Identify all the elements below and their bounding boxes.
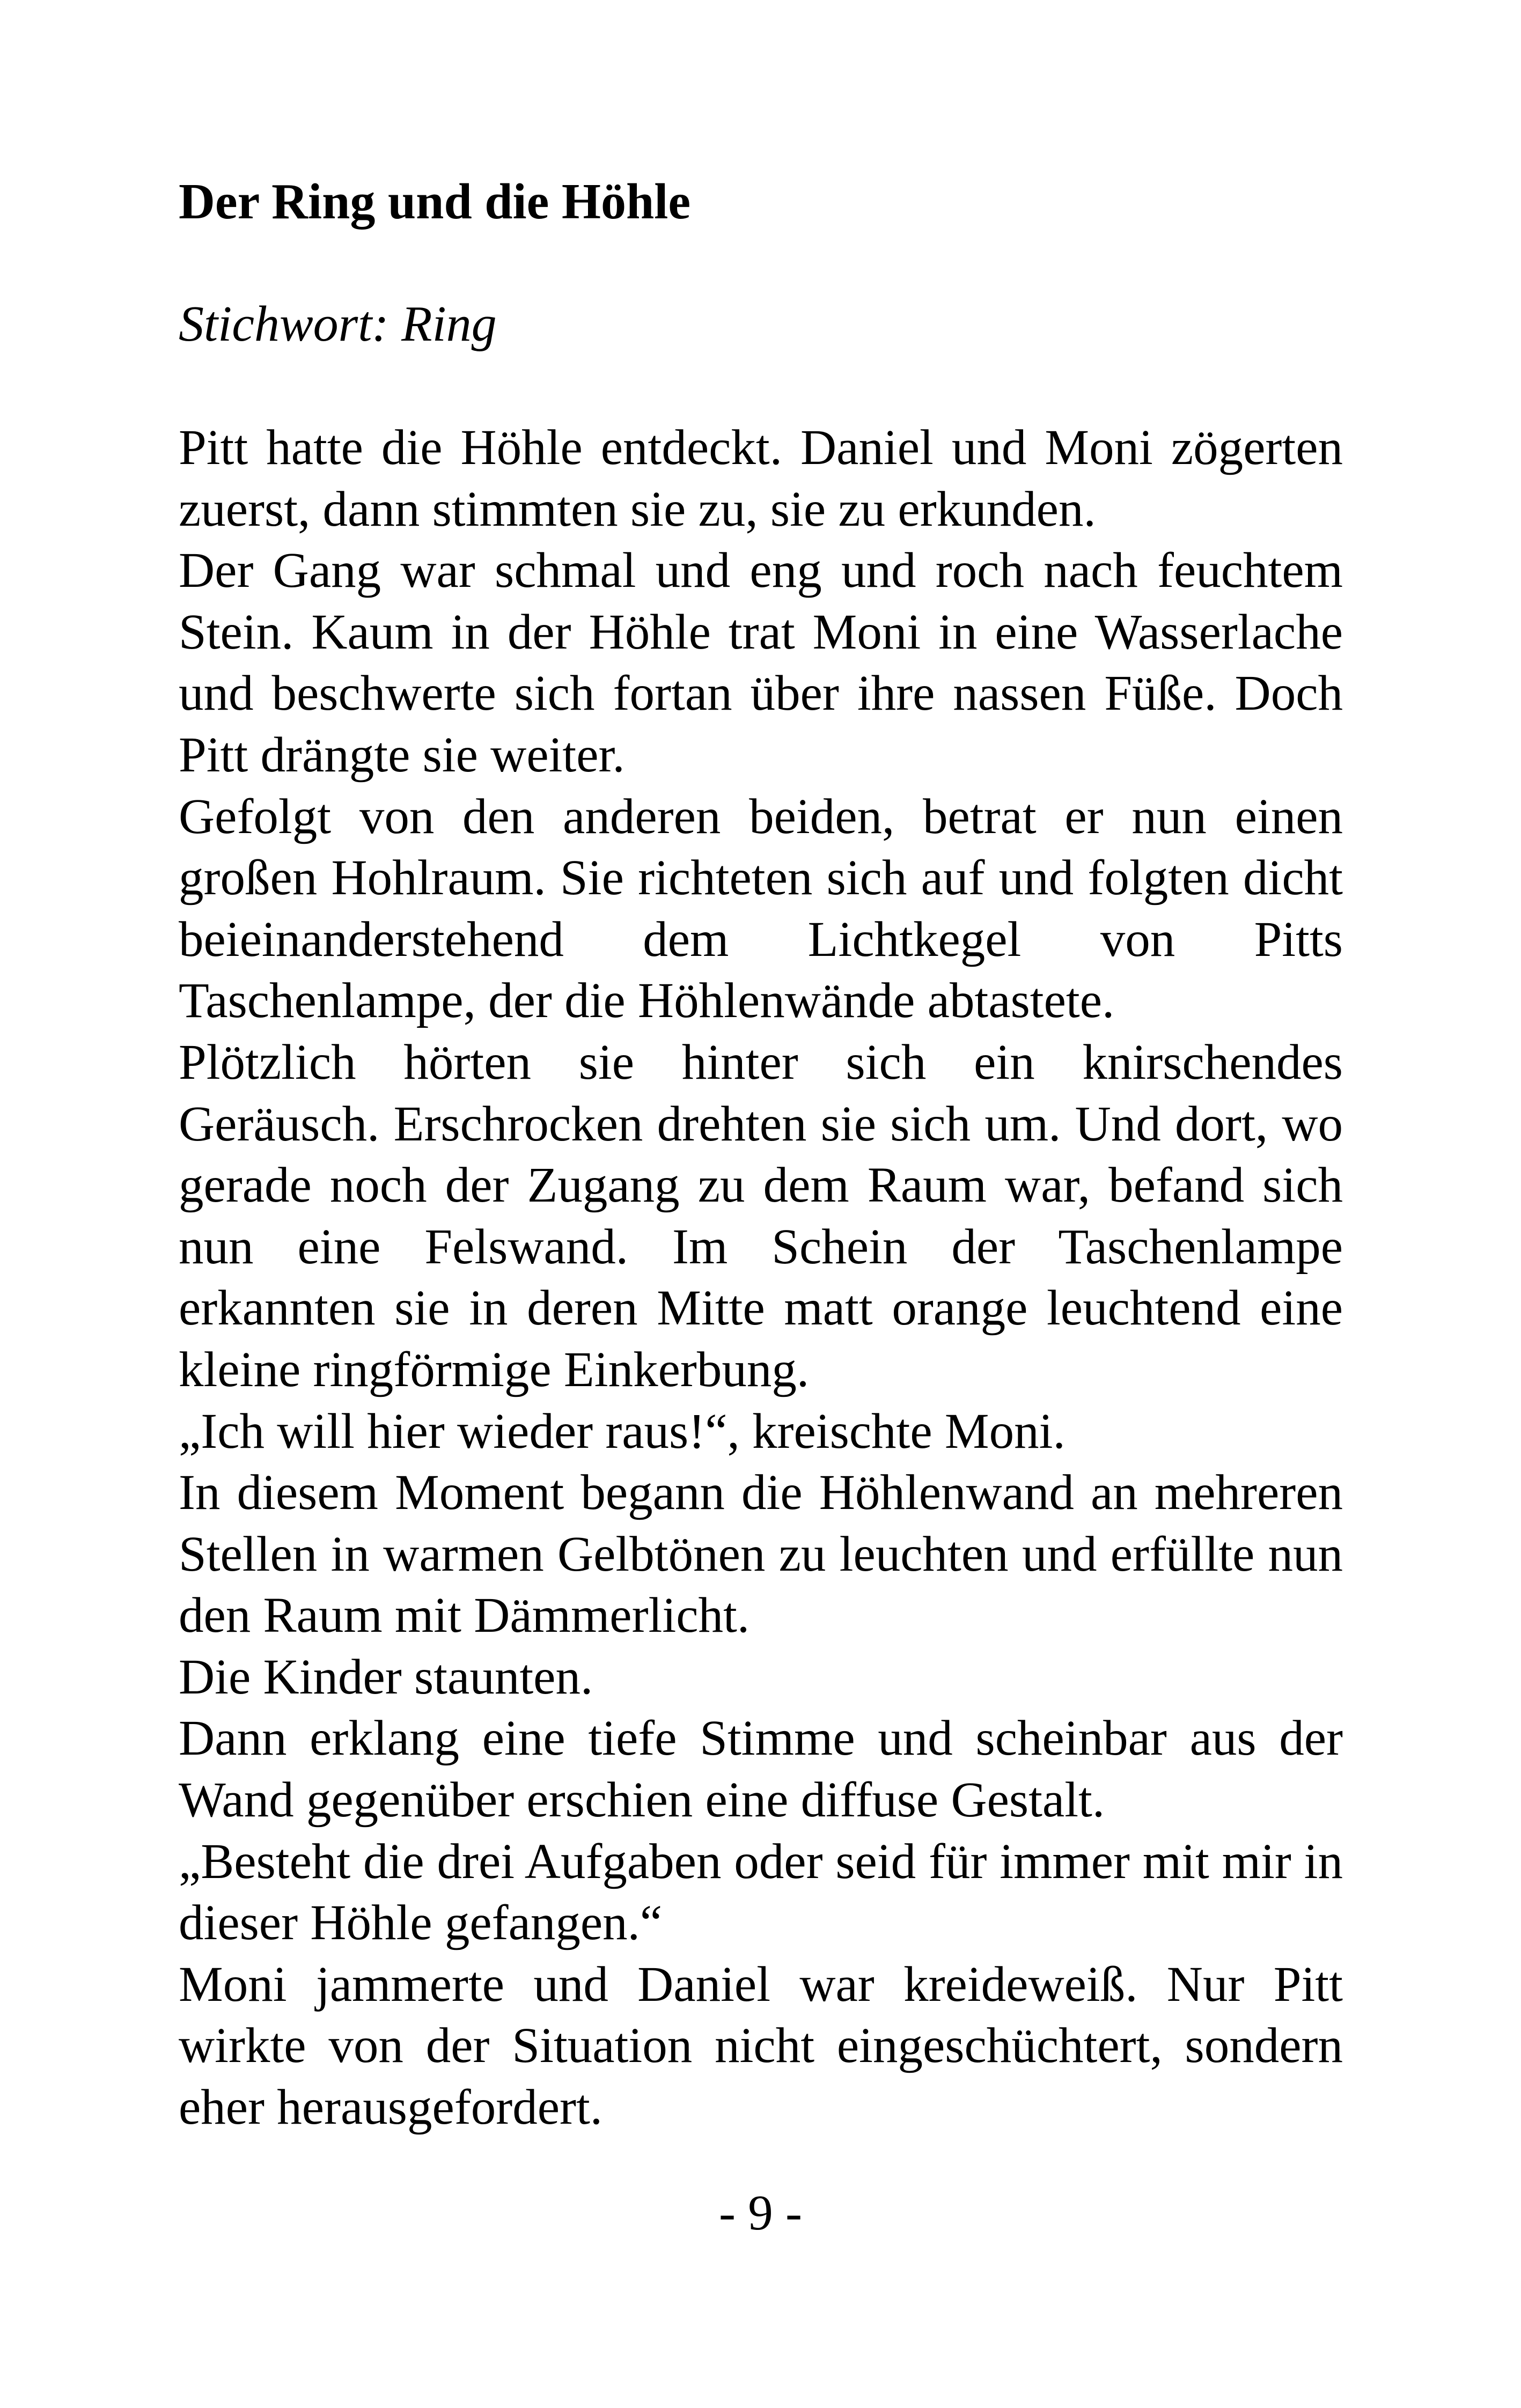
paragraph: Pitt hatte die Höhle entdeckt. Daniel und Moni zögerten zuerst, dann stimmten sie zu, sie zu erkunden.: [179, 420, 1343, 537]
paragraph: Gefolgt von den anderen beiden, betrat er nun einen großen Hohlraum. Sie richteten sich auf und folgten dicht beieinanderstehend dem Lichtkegel von Pitts Taschenlampe, der die Höhlenwände abtastete.: [179, 789, 1343, 1029]
paragraph: Plötzlich hörten sie hinter sich ein knirschendes Geräusch. Erschrocken drehten sie sich um. Und dort, wo gerade noch der Zugang zu dem Raum war, befand sich nun eine Felswand. Im Schein der Taschenlampe erkannten sie in deren Mitte matt orange leuchtend eine kleine ringförmige Einkerbung.: [179, 1034, 1343, 1397]
paragraph: Dann erklang eine tiefe Stimme und scheinbar aus der Wand gegenüber erschien eine diffuse Gestalt.: [179, 1711, 1343, 1828]
paragraph: Die Kinder staunten.: [179, 1649, 593, 1705]
paragraph: In diesem Moment begann die Höhlenwand an mehreren Stellen in warmen Gelbtönen zu leuchten und erfüllte nun den Raum mit Dämmerlicht.: [179, 1465, 1343, 1644]
story-body: [179, 417, 1343, 2139]
paragraph: Der Gang war schmal und eng und roch nach feuchtem Stein. Kaum in der Höhle trat Moni in eine Wasserlache und beschwerte sich fortan über ihre nassen Füße. Doch Pitt drängte sie weiter.: [179, 543, 1343, 783]
page-number: - 9 -: [719, 2185, 802, 2241]
paragraph: Moni jammerte und Daniel war kreideweiß. Nur Pitt wirkte von der Situation nicht eingeschüchtert, sondern eher herausgefordert.: [179, 1956, 1343, 2135]
chapter-title: Der Ring und die Höhle: [179, 174, 691, 230]
keyword-line: Stichwort: Ring: [179, 296, 497, 352]
paragraph: „Besteht die drei Aufgaben oder seid für immer mit mir in dieser Höhle gefangen.“: [179, 1833, 1343, 1951]
paragraph: „Ich will hier wieder raus!“, kreischte Moni.: [179, 1403, 1066, 1459]
